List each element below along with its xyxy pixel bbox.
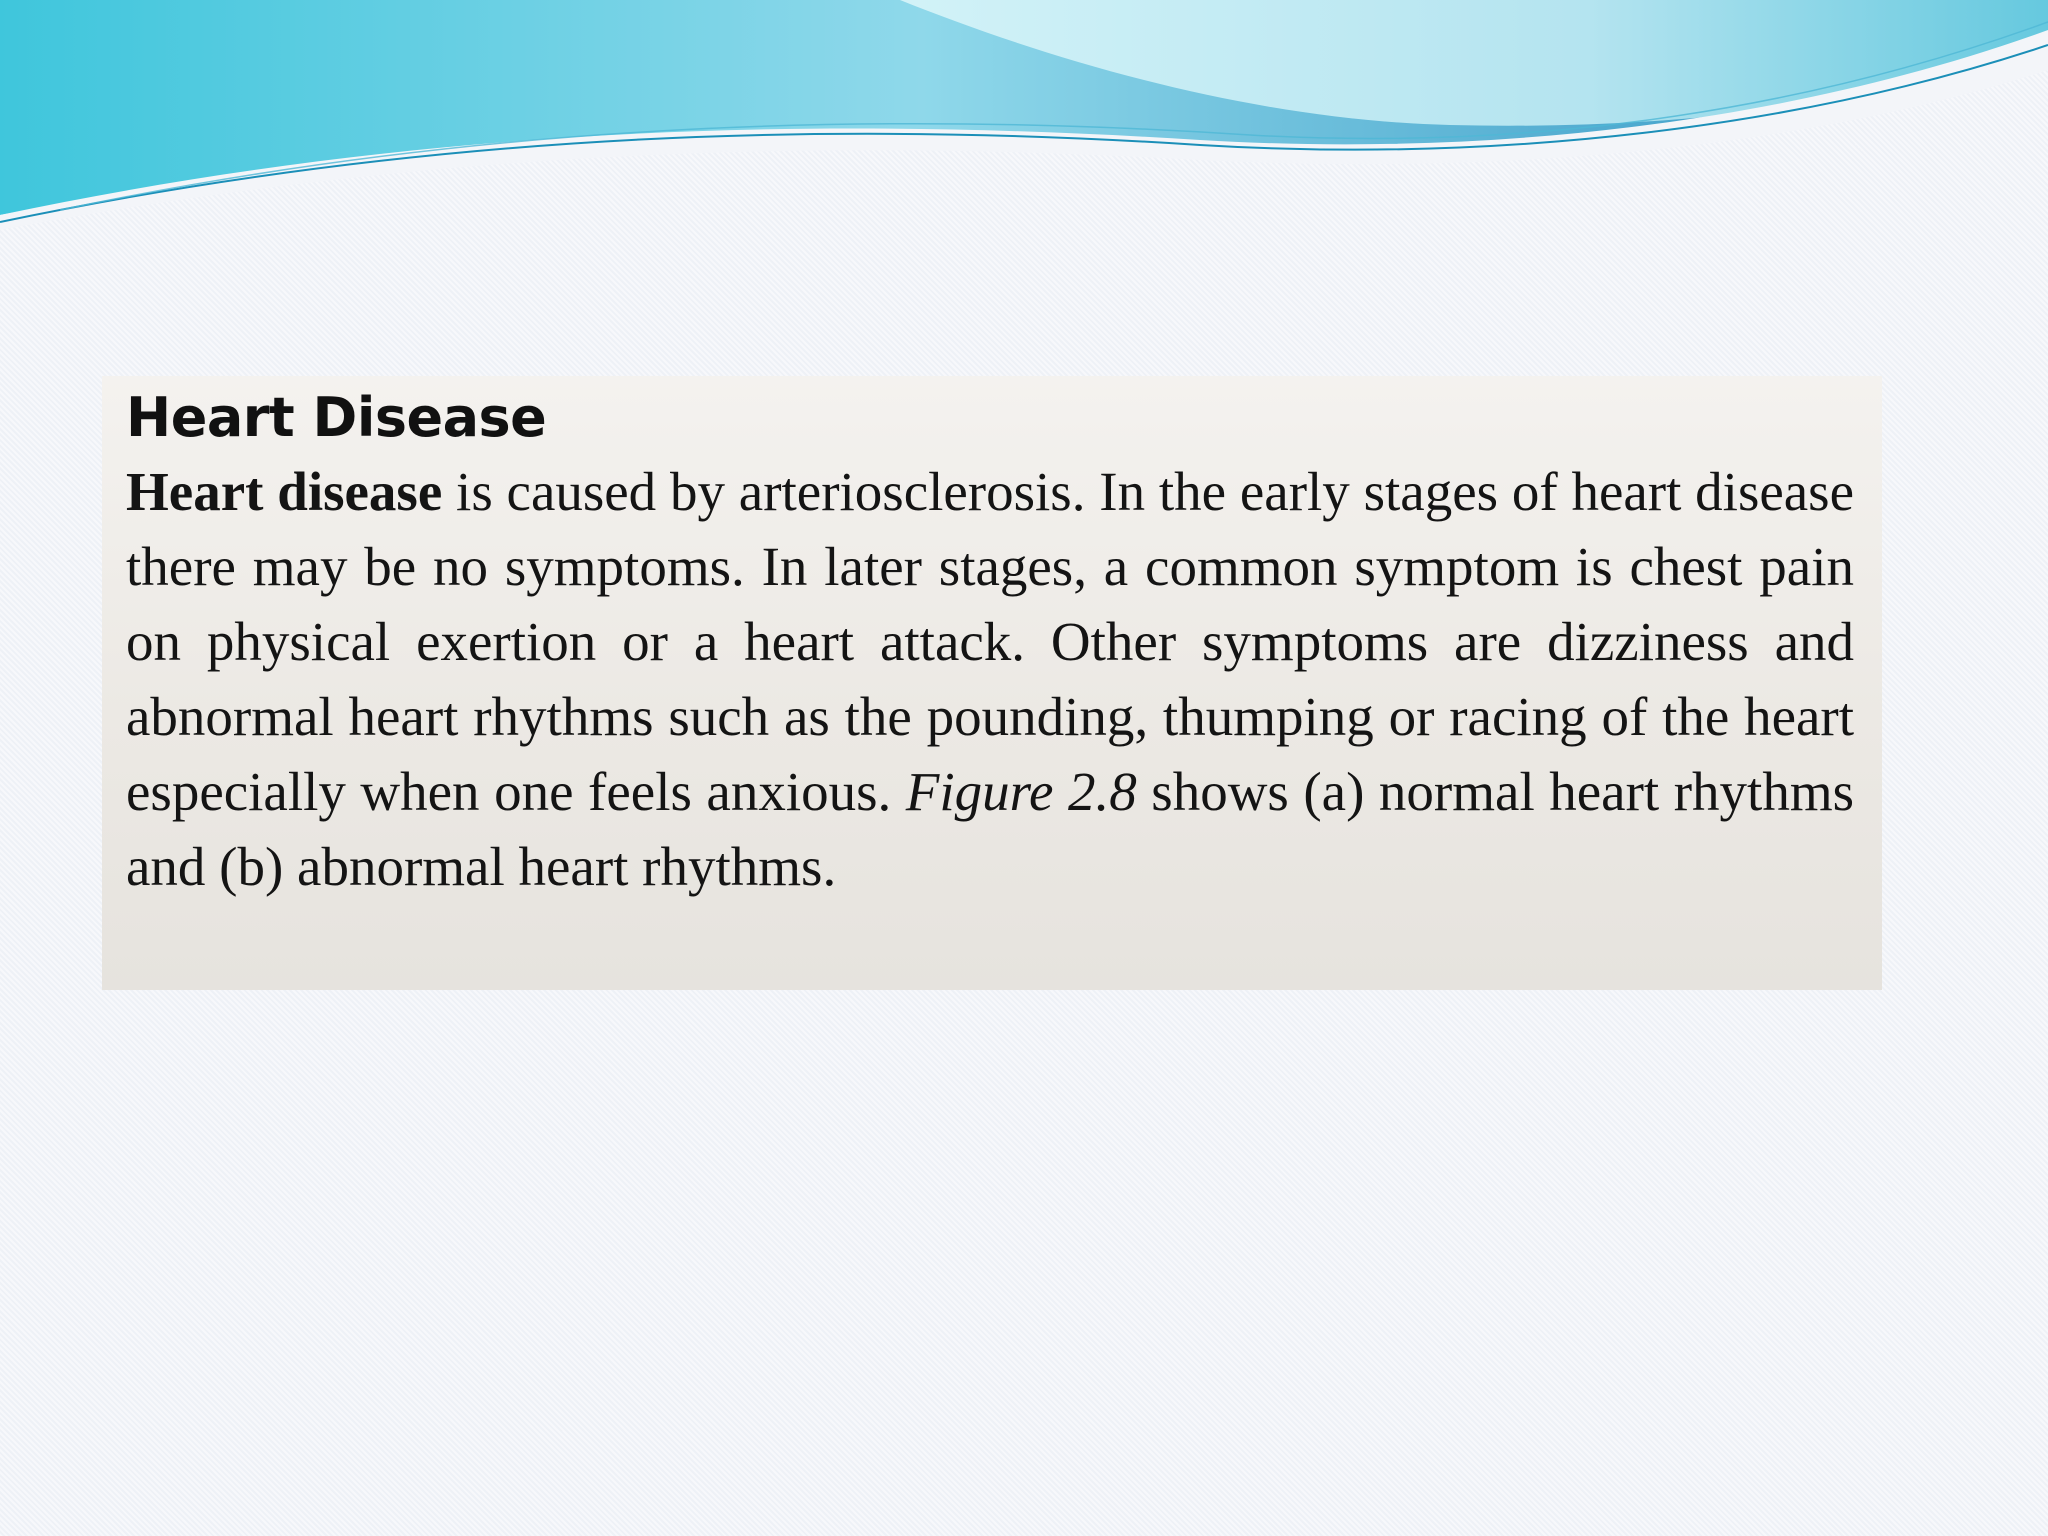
textbook-excerpt xyxy=(102,376,1882,990)
bold-term: Heart disease xyxy=(126,461,443,522)
body-text-1: is caused by arteriosclerosis. In the early stages of heart disease there may be no symptoms. In later stages, a common symptom is chest pain on physical exertion or a heart attack. Other symptoms are dizziness and abnormal heart rhythms such as the pounding, thumping or racing of the heart especially when one feels anxious. xyxy=(126,461,1854,822)
excerpt-heading: Heart Disease xyxy=(126,386,547,449)
wave-header-decoration xyxy=(0,0,2048,240)
excerpt-body xyxy=(126,454,1854,904)
body-text-2: shows (a) normal heart rhythms and (b) abnormal heart rhythms. xyxy=(126,761,1854,897)
figure-reference: Figure 2.8 xyxy=(905,761,1137,822)
